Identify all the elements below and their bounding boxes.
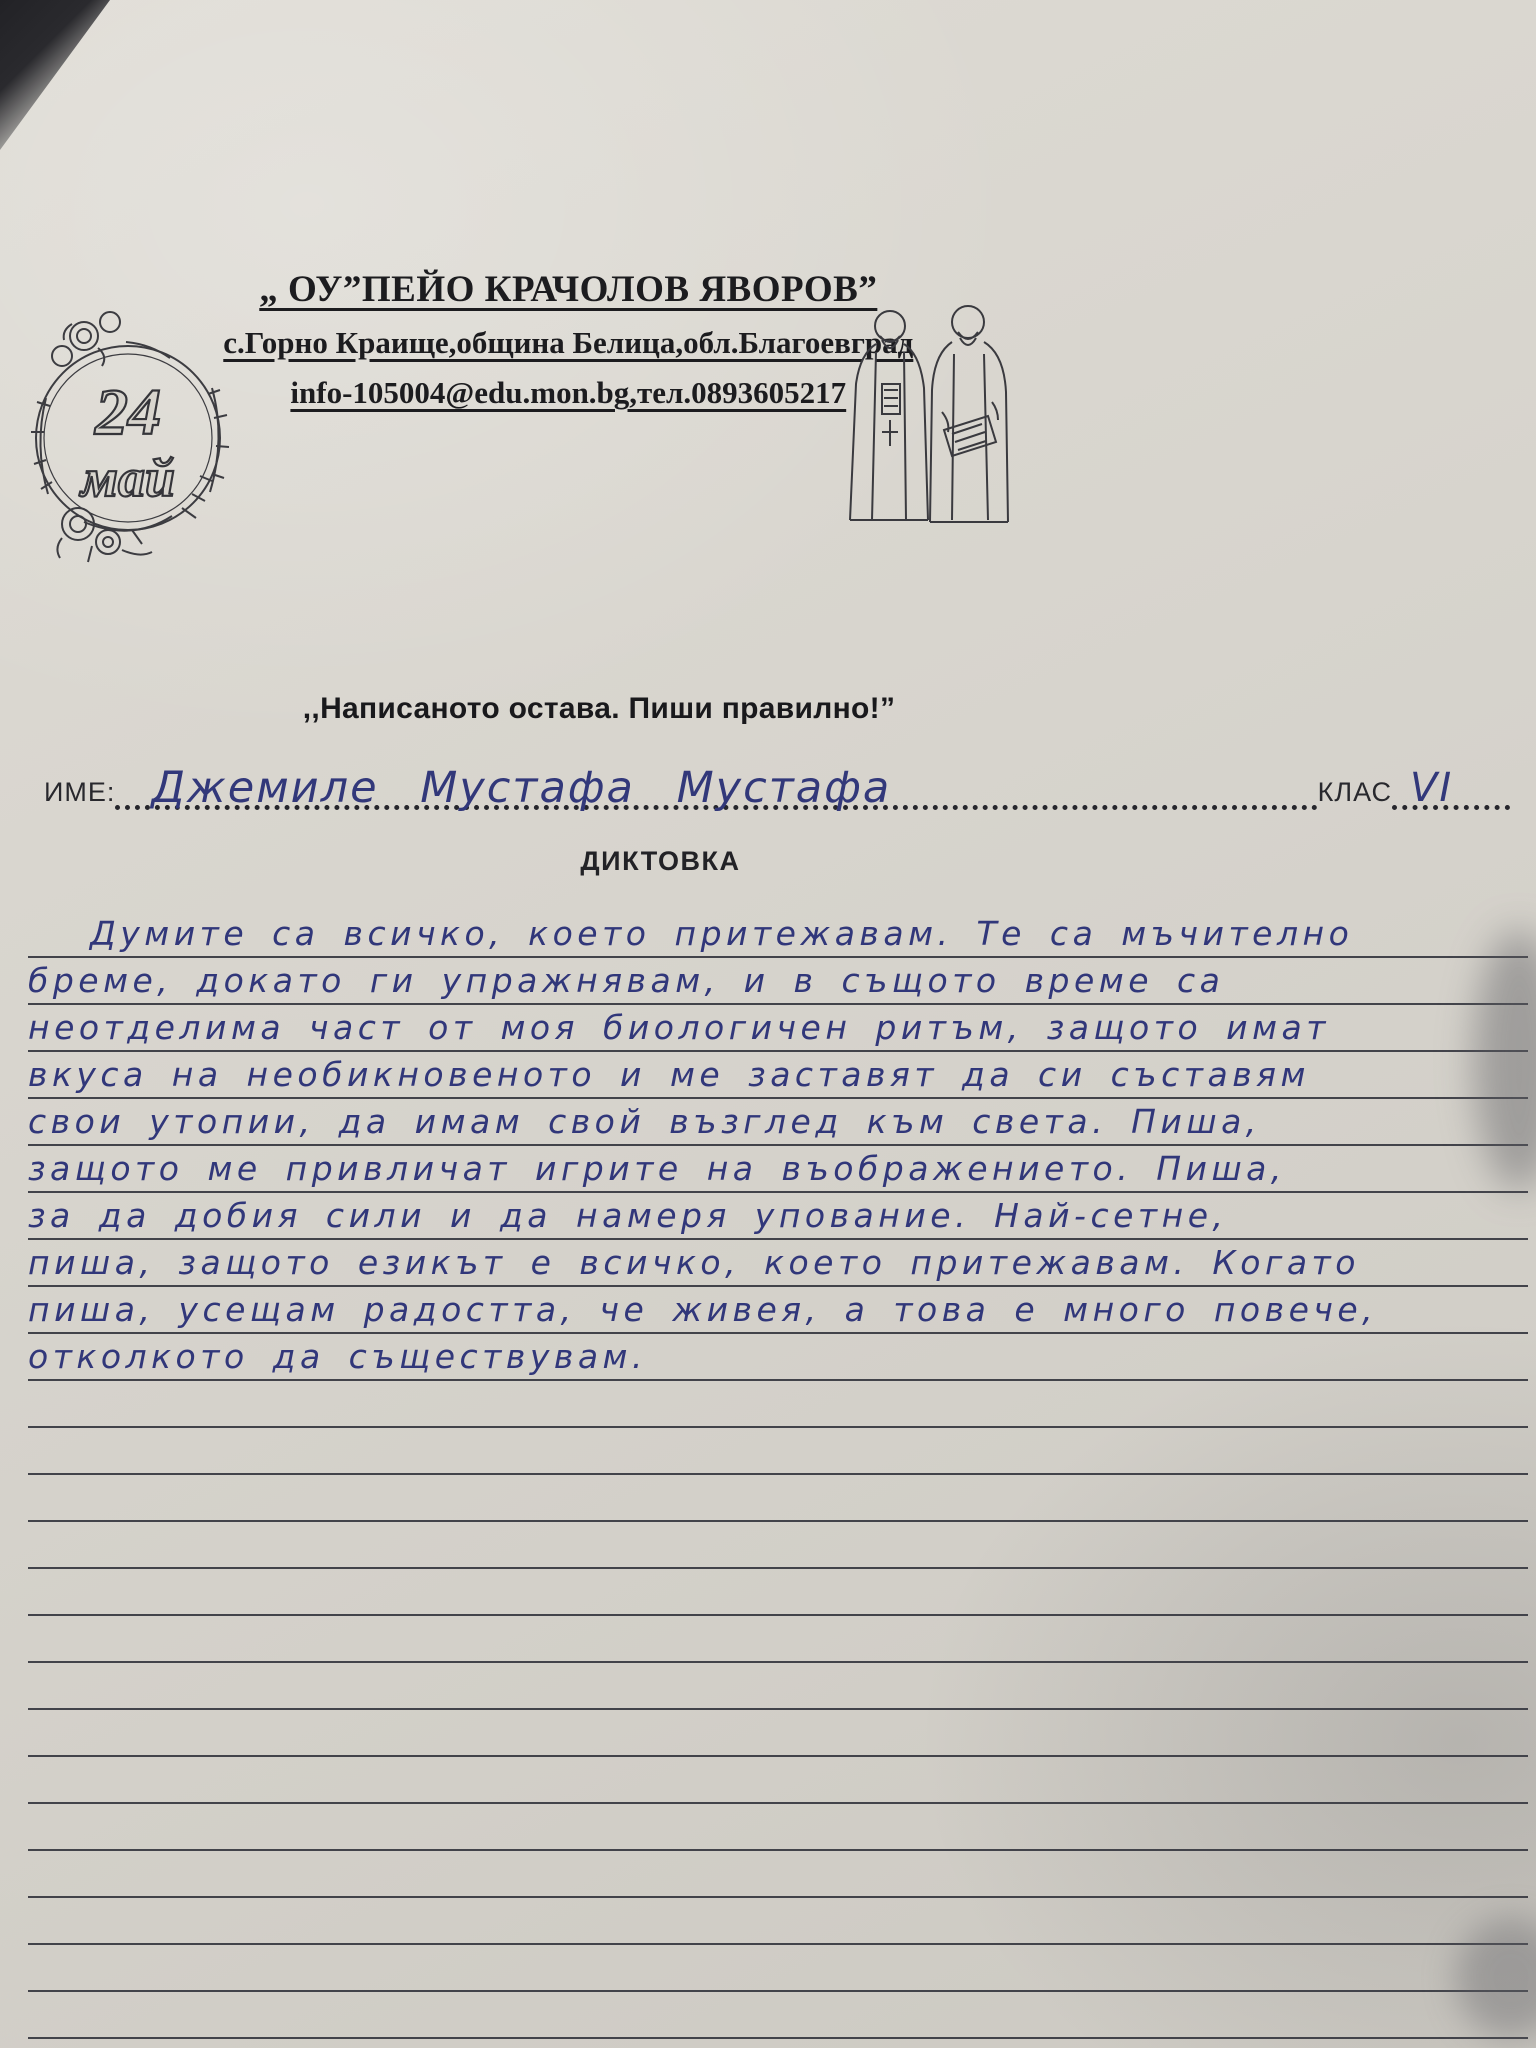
empty-ruled-line <box>28 1569 1528 1616</box>
school-address: с.Горно Краище,община Белица,обл.Благоевград <box>223 325 914 360</box>
empty-ruled-line <box>28 1851 1528 1898</box>
dictation-line: защото ме привличат игрите на въображението. Пиша, <box>28 1146 1528 1193</box>
dictation-line: пиша, усещам радостта, че живея, а това е много повече, <box>28 1287 1528 1334</box>
empty-ruled-line <box>28 1663 1528 1710</box>
class-dotted-line <box>1392 748 1510 810</box>
school-name: „ ОУ”ПЕЙО КРАЧОЛОВ ЯВОРОВ” <box>259 269 878 310</box>
dictation-title: ДИКТОВКА <box>580 846 741 876</box>
dictation-line: неотделима част от моя биологичен ритъм, защото имат <box>28 1005 1528 1052</box>
name-label: ИМЕ: <box>44 777 116 807</box>
empty-ruled-line <box>28 1522 1528 1569</box>
empty-ruled-line <box>28 1898 1528 1945</box>
empty-ruled-line <box>28 1992 1528 2039</box>
empty-ruled-line <box>28 1757 1528 1804</box>
dictation-line: бреме, докато ги упражнявам, и в същото време са <box>28 958 1528 1005</box>
ruled-lines-area <box>28 911 1528 2039</box>
dictation-line: свои утопии, да имам свой възглед към света. Пиша, <box>28 1099 1528 1146</box>
name-dotted-line <box>115 748 1317 813</box>
dictation-line: отколкото да съществувам. <box>28 1334 1528 1381</box>
dictation-line: пиша, защото езикът е всичко, което притежавам. Когато <box>28 1240 1528 1287</box>
empty-ruled-line <box>28 1475 1528 1522</box>
dictation-line: Думите са всичко, което притежавам. Те са мъчително <box>28 911 1528 958</box>
emblem-day: 24 <box>95 376 161 449</box>
photo-corner-shadow <box>0 0 110 150</box>
empty-ruled-line <box>28 1945 1528 1992</box>
empty-ruled-line <box>28 1381 1528 1428</box>
school-contact: info-105004@edu.mon.bg,тел.0893605217 <box>290 375 847 410</box>
empty-ruled-line <box>28 1710 1528 1757</box>
name-class-row <box>44 748 1510 813</box>
school-slogan: ,,Написаното остава. Пиши правилно!” <box>302 692 896 725</box>
dictation-line: вкуса на необикновеното и ме заставят да си съставям <box>28 1052 1528 1099</box>
empty-ruled-line <box>28 1804 1528 1851</box>
dictation-line: за да добия сили и да намеря упование. Най-сетне, <box>28 1193 1528 1240</box>
emblem-month: май <box>80 448 176 508</box>
class-label: КЛАС <box>1317 777 1392 807</box>
student-name-handwritten: Джемиле Мустафа Мустафа <box>151 763 892 813</box>
class-value-handwritten: VI <box>1410 765 1454 811</box>
24-may-wreath-emblem-icon <box>22 298 234 570</box>
empty-ruled-line <box>28 1616 1528 1663</box>
cyril-methodius-drawing-icon <box>832 292 1024 526</box>
empty-ruled-line <box>28 1428 1528 1475</box>
